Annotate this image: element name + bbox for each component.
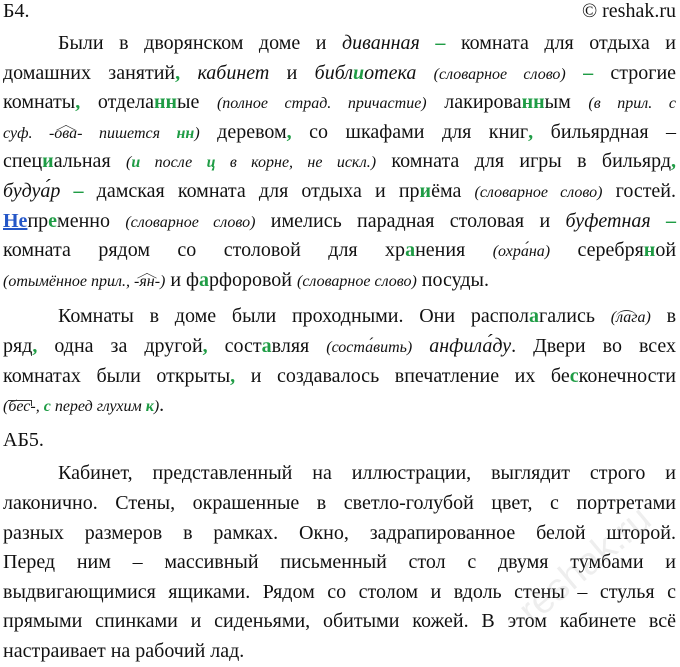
text-run: нения	[415, 239, 493, 262]
suffix-morpheme	[54, 125, 77, 142]
watermark: reshak.ru	[510, 498, 660, 632]
copyright-notice: © reshak.ru	[581, 0, 676, 22]
grammar-note: (соста́вить)	[326, 338, 413, 356]
task-label: Б4.	[3, 0, 30, 22]
suffix-morpheme	[139, 273, 154, 290]
highlighted-note-letter: ц	[206, 154, 216, 172]
highlighted-mark: ,	[230, 364, 236, 387]
text-line	[3, 118, 676, 148]
text-line	[3, 578, 676, 608]
highlighted-mark: и	[419, 179, 432, 202]
text-run: и создавалось впечатление их бе	[235, 364, 570, 387]
morpheme-text: ян	[139, 272, 155, 290]
text-run: разных размеров в рамках. Окно, задрапированное белой шторой.	[3, 521, 676, 544]
highlighted-note-letter: с	[43, 398, 51, 416]
text-line	[3, 236, 676, 266]
text-run: рфоровой	[209, 268, 297, 291]
grammar-note: (	[126, 154, 132, 172]
grammar-note: )	[194, 124, 200, 142]
highlighted-mark: и	[42, 150, 54, 173]
text-run: домашних занятий	[3, 61, 176, 84]
text-run: серебря	[550, 239, 644, 262]
paragraph	[3, 29, 676, 295]
text-run: .	[159, 394, 165, 417]
grammar-note: (охра́на)	[492, 243, 551, 261]
text-run: бильярдная –	[533, 120, 677, 143]
text-line	[3, 88, 676, 118]
morpheme-text: лаг	[616, 309, 638, 327]
highlighted-mark: –	[650, 209, 677, 232]
text-run: комнаты	[3, 91, 76, 114]
text-run: гостей.	[602, 179, 677, 202]
text-run: комнатах были открыты	[3, 364, 231, 387]
italic-term: отека	[364, 61, 417, 84]
highlighted-mark: а	[261, 334, 272, 357]
morpheme-text: бес	[8, 398, 31, 416]
italic-term: анфила́ду	[429, 334, 512, 357]
grammar-note: в корне, не искл.)	[215, 154, 377, 172]
text-run: Были в дворянском доме и	[58, 32, 343, 54]
text-line	[3, 207, 676, 237]
grammar-note: -,	[30, 398, 44, 416]
italic-term: кабинет	[197, 61, 270, 84]
text-run: пр	[27, 209, 49, 232]
text-run: комната рядом со столовой для хр	[3, 239, 406, 262]
text-line	[3, 362, 676, 392]
highlighted-mark: ,	[202, 334, 208, 357]
underlined-prefix: Не	[3, 209, 28, 232]
task-label: АБ5.	[3, 428, 44, 451]
highlighted-mark: –	[419, 32, 446, 54]
highlighted-note-letter: и	[131, 154, 141, 172]
text-run: деревом	[199, 120, 287, 143]
text-run: строгие	[593, 61, 677, 84]
text-run: лаконично. Стены, окрашенные в светло-голубой цвет, с портретами	[3, 491, 676, 514]
text-run: Комнаты в доме были проходными. Они распол	[58, 305, 530, 328]
text-run: ой	[655, 239, 677, 262]
text-run: настраивает на рабочий лад.	[3, 639, 245, 662]
text-run: комната для отдыха и	[445, 32, 676, 54]
text-run: и	[269, 61, 315, 84]
highlighted-mark: ,	[671, 150, 677, 173]
highlighted-mark: нн	[153, 91, 178, 114]
highlighted-mark: ,	[75, 91, 81, 114]
text-line	[3, 391, 676, 421]
highlighted-note-letter: к	[145, 398, 154, 416]
italic-term: буфетная	[565, 209, 651, 232]
highlighted-letter: и	[353, 61, 365, 84]
text-run: комната для игры в бильярд	[376, 150, 672, 173]
grammar-note: -)	[154, 272, 166, 290]
text-run: вляя	[271, 334, 327, 357]
text-run: конечности	[578, 364, 676, 387]
grammar-note: )	[153, 398, 160, 416]
text-line	[3, 459, 676, 489]
text-run: ёма	[431, 179, 475, 202]
text-run: со шкафами для книг	[291, 120, 529, 143]
grammar-note: (словарное слово)	[433, 65, 566, 83]
text-run: ые	[177, 91, 217, 114]
grammar-note: суф. -	[3, 124, 55, 142]
morpheme-text: ова	[54, 124, 78, 142]
text-line	[3, 177, 676, 207]
text-run: имелись парадная столовая и	[255, 209, 566, 232]
text-run: в	[650, 305, 677, 328]
italic-term: будуа́р	[3, 179, 61, 202]
root-morpheme	[616, 309, 637, 326]
text-run: ым	[544, 91, 589, 114]
text-run: ряд	[3, 334, 33, 357]
text-run: менно	[57, 209, 126, 232]
text-run	[180, 62, 197, 84]
highlighted-mark: е	[48, 209, 58, 232]
text-line	[3, 548, 676, 578]
grammar-note: (словарное слово)	[474, 183, 603, 201]
grammar-note: (словарное слово)	[125, 213, 256, 231]
document-page	[3, 0, 676, 666]
highlighted-mark: –	[565, 61, 594, 84]
text-run: выдвигающимися ящиками. Рядом со столом и вдоль стены – стулья с	[3, 580, 676, 603]
text-line	[3, 59, 676, 89]
highlighted-mark: а	[529, 305, 540, 328]
text-run: Кабинет, представленный на иллюстрации, выглядит строго и	[58, 462, 676, 485]
text-run: гались	[539, 305, 611, 328]
text-line	[3, 332, 676, 362]
grammar-note: после	[140, 154, 207, 172]
text-run: альная	[53, 150, 127, 173]
text-line	[3, 266, 676, 296]
highlighted-mark: нн	[521, 91, 545, 114]
text-line	[3, 489, 676, 519]
text-line	[3, 519, 676, 549]
highlighted-mark: с	[569, 364, 579, 387]
text-run: посуды.	[416, 268, 489, 291]
text-run: прямыми спинками и сиденьями, обитыми кожей. В этом кабинете всё	[3, 610, 676, 633]
grammar-note: - пишется	[77, 124, 177, 142]
highlighted-mark: ,	[32, 334, 38, 357]
highlighted-mark: –	[60, 179, 84, 202]
grammar-note: (отымённое прил., -	[3, 272, 140, 290]
grammar-note: а)	[637, 309, 651, 327]
text-line	[3, 29, 676, 59]
text-run: и ф	[165, 268, 200, 291]
grammar-note: перед глухим	[50, 398, 146, 416]
highlighted-mark: а	[405, 239, 416, 262]
italic-term: диванная	[342, 32, 420, 54]
highlighted-mark: ,	[528, 120, 534, 143]
grammar-note: (	[3, 398, 9, 416]
prefix-morpheme	[8, 398, 30, 415]
text-run: спец	[3, 150, 43, 173]
grammar-note: (	[610, 309, 617, 327]
text-line	[3, 302, 676, 332]
text-line	[3, 637, 676, 667]
text-run: сост	[207, 334, 262, 357]
text-run: одна за другой	[37, 334, 203, 357]
text-run	[416, 62, 433, 84]
italic-term: библ	[314, 61, 354, 84]
grammar-note: (в прил. с	[588, 95, 676, 113]
text-run: Перед ним – массивный письменный стол с двумя тумбами и	[3, 551, 676, 574]
highlighted-mark: а	[199, 268, 210, 291]
text-line	[3, 607, 676, 637]
highlighted-mark: ,	[175, 61, 181, 84]
text-run: отдела	[80, 91, 154, 114]
page-header	[3, 0, 676, 29]
text-line	[3, 147, 676, 177]
text-run: лакирова	[426, 91, 522, 114]
grammar-note: (полное страд. причастие)	[216, 95, 427, 113]
text-run	[412, 335, 429, 357]
text-run: . Двери во всех	[511, 334, 677, 357]
paragraph	[3, 302, 676, 420]
highlighted-mark: н	[643, 239, 656, 262]
grammar-note: (словарное слово)	[296, 272, 417, 290]
highlighted-mark: ,	[286, 120, 292, 143]
text-run: дамская комната для отдыха и пр	[83, 179, 420, 202]
paragraph	[3, 459, 676, 666]
highlighted-note-letter: нн	[176, 124, 195, 142]
